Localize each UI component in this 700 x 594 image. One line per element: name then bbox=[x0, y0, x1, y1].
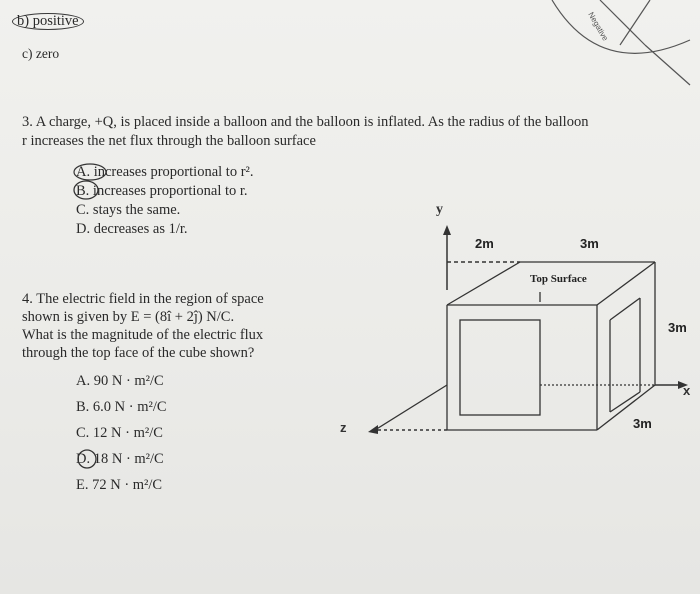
option-c-zero: c) zero bbox=[22, 46, 60, 61]
top-surface-label: Top Surface bbox=[530, 273, 587, 285]
inner-rect-front bbox=[460, 320, 540, 415]
q4-option-a: A. 90 N · m²/C bbox=[76, 373, 164, 389]
dim-2m: 2m bbox=[475, 236, 494, 251]
z-axis-diagonal bbox=[375, 385, 447, 430]
q4-option-d: D. 18 N · m²/C bbox=[76, 451, 164, 467]
y-axis-label: y bbox=[436, 202, 443, 217]
q4-option-b: B. 6.0 N · m²/C bbox=[76, 399, 167, 415]
q3-option-d: D. decreases as 1/r. bbox=[76, 221, 188, 237]
q4-option-e: E. 72 N · m²/C bbox=[76, 477, 163, 493]
q4-option-c: C. 12 N · m²/C bbox=[76, 425, 163, 441]
corner-line-3 bbox=[645, 45, 690, 85]
cube-edges bbox=[447, 262, 655, 430]
edge-top-left bbox=[447, 262, 520, 305]
q3-option-b: B. increases proportional to r. bbox=[76, 183, 248, 199]
y-axis-arrow bbox=[443, 225, 451, 235]
q4-line-2: shown is given by E = (8î + 2ĵ) N/C. bbox=[22, 309, 235, 325]
z-axis-arrow bbox=[368, 425, 378, 434]
q4-line-3: What is the magnitude of the electric flux bbox=[22, 327, 264, 343]
corner-sketch bbox=[552, 0, 690, 85]
q3-line-1: 3. A charge, +Q, is placed inside a balloon and the balloon is inflated. As the radius of the balloon bbox=[22, 114, 589, 130]
corner-line-2 bbox=[620, 0, 650, 45]
q4-d-mark bbox=[78, 450, 96, 468]
dim-3m-bottom: 3m bbox=[633, 416, 652, 431]
dim-3m-top: 3m bbox=[580, 236, 599, 251]
corner-sketch-label: Negative bbox=[586, 10, 610, 43]
q3-option-c: C. stays the same. bbox=[76, 202, 181, 218]
x-axis-label: x bbox=[683, 383, 691, 398]
dim-3m-right: 3m bbox=[668, 320, 687, 335]
z-axis-label: z bbox=[340, 420, 347, 435]
q3-line-2: r increases the net flux through the balloon surface bbox=[22, 133, 316, 149]
q4-line-1: 4. The electric field in the region of space bbox=[22, 291, 264, 307]
q3-option-a: A. increases proportional to r². bbox=[76, 164, 254, 180]
q3-a-mark bbox=[74, 164, 106, 180]
q3-b-mark bbox=[74, 181, 98, 199]
edge-top-right bbox=[597, 262, 655, 305]
q4-line-4: through the top face of the cube shown? bbox=[22, 345, 255, 361]
corner-arc bbox=[552, 0, 690, 53]
option-b-text: b) positive bbox=[12, 13, 84, 30]
inner-right-top bbox=[610, 298, 640, 320]
